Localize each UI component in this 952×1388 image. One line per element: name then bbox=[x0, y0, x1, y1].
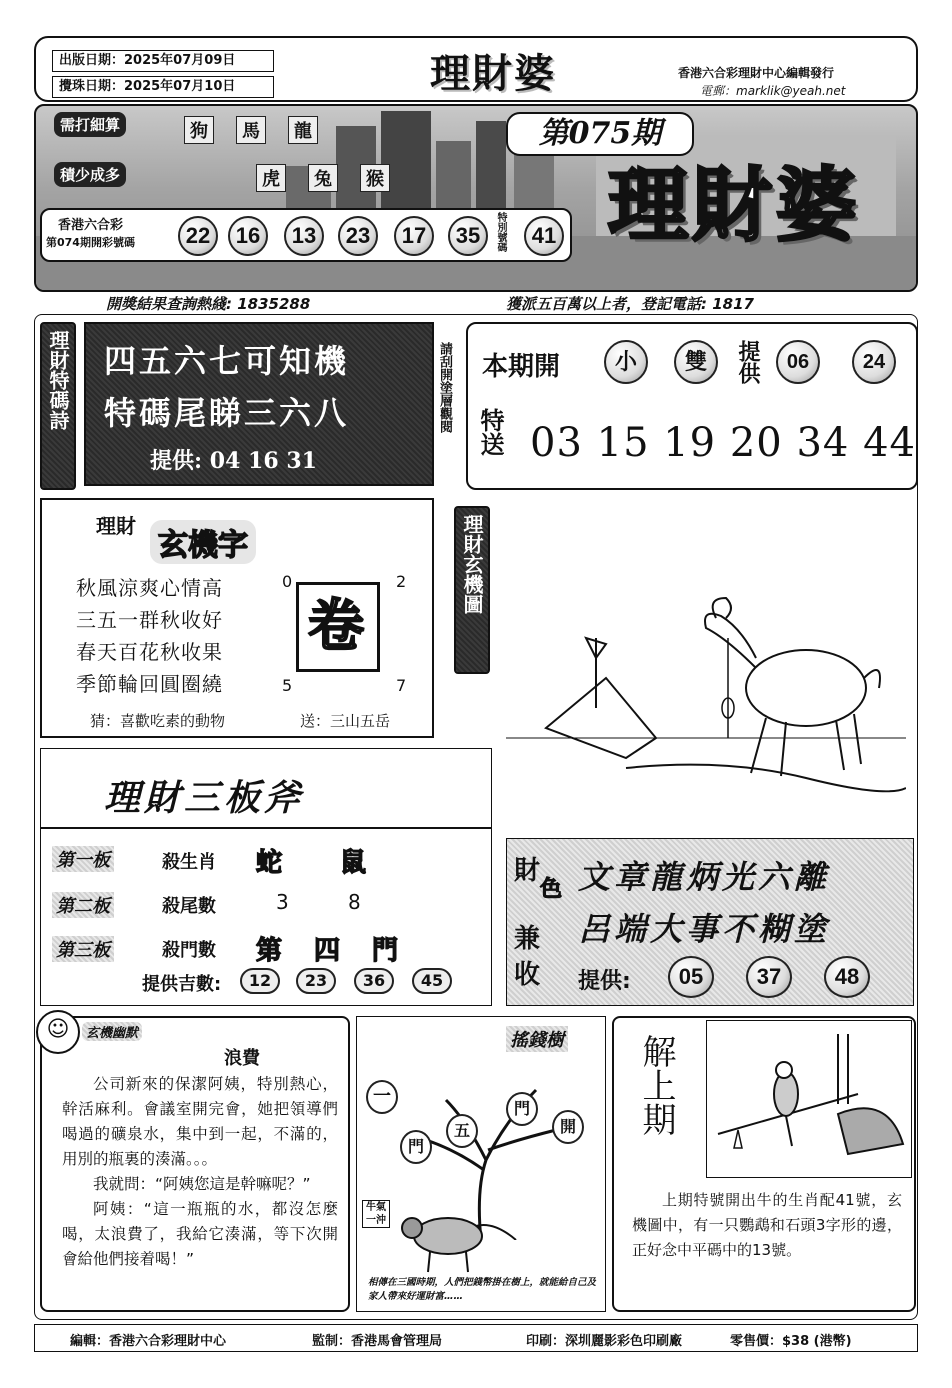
hotline-right: 獲派五百萬以上者，登記電話: 1817 bbox=[506, 295, 754, 313]
ox-illustration bbox=[398, 1206, 488, 1276]
axe-row-2-val-2: 8 bbox=[348, 890, 361, 914]
footer-editor: 編輯：香港六合彩理財中心 bbox=[70, 1334, 227, 1349]
lucky-label: 提供吉數: bbox=[142, 974, 222, 995]
special-send-label: 特送 bbox=[476, 408, 505, 456]
axe-row-1-action: 殺生肖 bbox=[162, 852, 216, 873]
special-label: 特別號碼 bbox=[495, 212, 506, 252]
zodiac-top-3: 龍 bbox=[288, 116, 318, 144]
jianshou-side-4: 收 bbox=[514, 960, 541, 990]
lucky-number-4: 45 bbox=[412, 968, 452, 994]
axe-row-3-action: 殺門數 bbox=[162, 940, 216, 961]
axe-row-2-action: 殺尾數 bbox=[162, 896, 216, 917]
header-title: 理財婆 bbox=[430, 50, 556, 97]
mystery-line-3: 春天百花秋收果 bbox=[76, 640, 223, 664]
slogan-tag-2: 積少成多 bbox=[54, 162, 126, 187]
goat-illustration bbox=[506, 508, 906, 818]
jianshou-provide-label: 提供: bbox=[578, 969, 631, 994]
corner-bottom-right: 7 bbox=[396, 676, 407, 695]
money-tree-title: 搖錢樹 bbox=[506, 1026, 568, 1052]
footer-supervise: 監制：香港馬會管理局 bbox=[312, 1334, 443, 1349]
scratch-note: 請刮開塗層觀閱 bbox=[437, 342, 452, 433]
publisher: 香港六合彩理財中心編輯發行 bbox=[678, 66, 835, 80]
email: 電郵：marklik@yeah.net bbox=[700, 84, 846, 98]
zodiac-bottom-2: 兔 bbox=[308, 164, 338, 192]
zodiac-bottom-1: 虎 bbox=[256, 164, 286, 192]
result-ball-5: 17 bbox=[394, 216, 434, 256]
poem-side-text: 理財特碼詩 bbox=[46, 330, 70, 430]
axe-row-2-val-1: 3 bbox=[276, 890, 289, 914]
mystery-char: 卷 bbox=[308, 593, 364, 659]
mystery-line-1: 秋風涼爽心情高 bbox=[76, 576, 223, 600]
axe-row-2-label: 第二板 bbox=[52, 892, 114, 918]
current-label: 本期開 bbox=[482, 352, 561, 382]
zodiac-bottom-3: 猴 bbox=[360, 164, 390, 192]
jianshou-side-3: 兼 bbox=[514, 924, 541, 954]
parrot-illustration bbox=[708, 1024, 908, 1174]
lucky-number-1: 12 bbox=[240, 968, 280, 994]
lucky-number-2: 23 bbox=[296, 968, 336, 994]
result-ball-6: 35 bbox=[448, 216, 488, 256]
axe-row-3-label: 第三板 bbox=[52, 936, 114, 962]
mystery-line-2: 三五一群秋收好 bbox=[76, 608, 223, 632]
jianshou-line-2: 呂端大事不糊塗 bbox=[578, 910, 831, 948]
corner-top-right: 2 bbox=[396, 572, 407, 591]
result-ball-1: 22 bbox=[178, 216, 218, 256]
lucky-number-3: 36 bbox=[354, 968, 394, 994]
tree-fruit-4: 門 bbox=[506, 1092, 538, 1126]
mystery-brand: 理財 bbox=[96, 514, 136, 538]
humor-p2: 我就問：“阿姨您這是幹嘛呢？” bbox=[93, 1175, 311, 1193]
zodiac-top-2: 馬 bbox=[236, 116, 266, 144]
current-provide-label: 提供 bbox=[735, 340, 761, 384]
result-ball-2: 16 bbox=[228, 216, 268, 256]
mystery-pic-side-text: 理財玄機圖 bbox=[460, 514, 484, 614]
ox-tag: 牛氣一沖 bbox=[362, 1200, 390, 1228]
poem-line-2: 特碼尾睇三六八 bbox=[104, 394, 350, 432]
humor-p1: 公司新來的保潔阿姨，特別熱心，幹活麻利。會議室開完會，她把領導們喝過的礦泉水，集中到一起，不滿的，用別的瓶裏的湊滿。。。 bbox=[62, 1075, 338, 1168]
footer-print: 印刷：深圳麗影彩色印刷廠 bbox=[526, 1334, 683, 1349]
axe-row-1-val-2: 鼠 bbox=[340, 848, 367, 878]
humor-title: 浪費 bbox=[224, 1048, 260, 1069]
mystery-pic-side-tag bbox=[454, 506, 490, 674]
tree-fruit-5: 開 bbox=[552, 1110, 584, 1144]
mystery-give: 送：三山五岳 bbox=[300, 712, 391, 730]
humor-tag: 玄機幽默 bbox=[82, 1022, 142, 1041]
money-tree-caption: 相傳在三國時期，人們把錢幣掛在樹上，就能給自己及家人帶來好運財富…… bbox=[368, 1277, 597, 1302]
result-ball-3: 13 bbox=[284, 216, 324, 256]
jianshou-ball-2: 37 bbox=[746, 956, 792, 998]
tree-fruit-3: 五 bbox=[446, 1114, 478, 1148]
jianshou-side-1: 財 bbox=[514, 856, 541, 886]
axe-row-1-label: 第一板 bbox=[52, 846, 114, 872]
hotline-left: 開獎結果查詢熱綫: 1835288 bbox=[106, 295, 311, 313]
jianshou-side-2: 色 bbox=[540, 876, 563, 902]
jianshou-ball-3: 48 bbox=[824, 956, 870, 998]
zodiac-top-1: 狗 bbox=[184, 116, 214, 144]
tree-fruit-2: 門 bbox=[400, 1130, 432, 1164]
results-label-1: 香港六合彩 bbox=[58, 218, 124, 233]
cartoon-face-icon: ☺ bbox=[36, 1010, 80, 1054]
mystery-guess: 猜：喜歡吃素的動物 bbox=[90, 712, 226, 730]
axe-row-3-val-1: 第 bbox=[256, 936, 283, 966]
footer-price: 零售價：$38 (港幣) bbox=[730, 1334, 852, 1349]
result-special-ball: 41 bbox=[524, 216, 564, 256]
poem-line-1: 四五六七可知機 bbox=[104, 342, 350, 380]
current-provide-1: 06 bbox=[776, 340, 820, 384]
last-side: 解上期 bbox=[636, 1034, 676, 1136]
issue-number: 第075期 bbox=[506, 112, 694, 156]
poem-provide: 提供: 04 16 31 bbox=[150, 448, 317, 474]
axe-row-3-val-2: 四 bbox=[314, 936, 341, 966]
jianshou-ball-1: 05 bbox=[668, 956, 714, 998]
poem-side-tag bbox=[40, 322, 76, 490]
special-send-numbers: 03 15 19 20 34 44 bbox=[530, 420, 916, 466]
current-provide-2: 24 bbox=[852, 340, 896, 384]
mystery-line-4: 季節輪回圓圈繞 bbox=[76, 672, 223, 696]
jianshou-line-1: 文章龍炳光六離 bbox=[578, 858, 831, 896]
corner-bottom-left: 5 bbox=[282, 676, 293, 695]
current-tag-1: 小 bbox=[604, 340, 648, 384]
humor-text bbox=[62, 1072, 338, 1272]
tree-fruit-1: 一 bbox=[366, 1080, 398, 1114]
big-title: 理財婆 bbox=[608, 158, 860, 252]
humor-p3: 阿姨：“這一瓶瓶的水，都沒怎麼喝，太浪費了，我給它湊滿，等下次開會給他們接着喝！” bbox=[62, 1200, 338, 1268]
axe-row-3-val-3: 門 bbox=[372, 936, 399, 966]
pub-date: 出版日期：2025年07月09日 bbox=[52, 50, 274, 72]
corner-top-left: 0 bbox=[282, 572, 293, 591]
slogan-tag-1: 需打細算 bbox=[54, 112, 126, 137]
result-ball-4: 23 bbox=[338, 216, 378, 256]
results-label-2: 第074期開彩號碼 bbox=[46, 236, 135, 249]
draw-date: 攪珠日期：2025年07月10日 bbox=[52, 76, 274, 98]
mystery-title: 玄機字 bbox=[150, 520, 256, 564]
axes-title: 理財三板斧 bbox=[104, 777, 305, 819]
current-tag-2: 雙 bbox=[674, 340, 718, 384]
axe-row-1-val-1: 蛇 bbox=[256, 848, 283, 878]
last-text: 上期特號開出牛的生肖配41號，玄機圖中，有一只鸚鵡和石頭3字形的邊，正好念中平碼中的13號。 bbox=[632, 1191, 902, 1259]
